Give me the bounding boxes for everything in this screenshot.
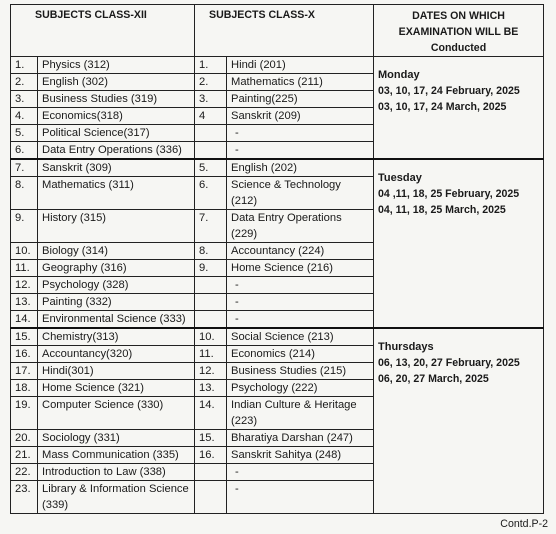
class12-subject: Chemistry(313) — [38, 328, 195, 346]
class12-number: 22. — [11, 464, 38, 481]
class10-subject: Painting(225) — [227, 91, 374, 108]
class10-number: 10. — [195, 328, 227, 346]
class10-number: 16. — [195, 447, 227, 464]
class10-subject: - — [227, 311, 374, 329]
class10-subject: Business Studies (215) — [227, 363, 374, 380]
class10-subject: Mathematics (211) — [227, 74, 374, 91]
class12-number: 12. — [11, 277, 38, 294]
class12-number: 14. — [11, 311, 38, 329]
class12-number: 7. — [11, 159, 38, 177]
class12-number: 3. — [11, 91, 38, 108]
class10-subject: Sanskrit Sahitya (248) — [227, 447, 374, 464]
march-dates: 04, 11, 18, 25 March, 2025 — [378, 204, 506, 216]
class12-subject: Economics(318) — [38, 108, 195, 125]
class10-subject: - — [227, 294, 374, 311]
class10-number: 2. — [195, 74, 227, 91]
class10-subject: Psychology (222) — [227, 380, 374, 397]
class12-subject: Hindi(301) — [38, 363, 195, 380]
class12-subject: Political Science(317) — [38, 125, 195, 142]
class10-number: 11. — [195, 346, 227, 363]
class12-number: 20. — [11, 430, 38, 447]
class10-subject: Social Science (213) — [227, 328, 374, 346]
class10-number: 4 — [195, 108, 227, 125]
exam-day: Thursdays — [378, 341, 434, 353]
class10-number — [195, 481, 227, 514]
class10-subject: Data Entry Operations (229) — [227, 210, 374, 243]
class12-number: 11. — [11, 260, 38, 277]
class10-number: 13. — [195, 380, 227, 397]
march-dates: 06, 20, 27 March, 2025 — [378, 373, 489, 385]
class12-subject: Library & Information Science (339) — [38, 481, 195, 514]
class10-number: 3. — [195, 91, 227, 108]
table-row — [11, 328, 544, 346]
class12-subject: History (315) — [38, 210, 195, 243]
class10-subject: English (202) — [227, 159, 374, 177]
class12-number: 17. — [11, 363, 38, 380]
march-dates: 03, 10, 17, 24 March, 2025 — [378, 101, 507, 113]
class12-number: 2. — [11, 74, 38, 91]
class10-number — [195, 311, 227, 329]
class10-number — [195, 125, 227, 142]
class10-number: 6. — [195, 177, 227, 210]
class10-number: 15. — [195, 430, 227, 447]
class12-number: 4. — [11, 108, 38, 125]
class10-subject: - — [227, 125, 374, 142]
class12-subject: Computer Science (330) — [38, 397, 195, 430]
class10-number — [195, 277, 227, 294]
class12-number: 8. — [11, 177, 38, 210]
class12-subject: Biology (314) — [38, 243, 195, 260]
class12-number: 10. — [11, 243, 38, 260]
exam-dates-cell — [374, 328, 544, 514]
exam-dates-cell — [374, 57, 544, 160]
class12-subject: Psychology (328) — [38, 277, 195, 294]
exam-dates-cell — [374, 159, 544, 328]
class12-number: 19. — [11, 397, 38, 430]
class10-subject: - — [227, 277, 374, 294]
class12-number: 23. — [11, 481, 38, 514]
class12-number: 5. — [11, 125, 38, 142]
class10-subject: Hindi (201) — [227, 57, 374, 74]
class10-subject: Indian Culture & Heritage (223) — [227, 397, 374, 430]
class12-subject: Environmental Science (333) — [38, 311, 195, 329]
class12-subject: Painting (332) — [38, 294, 195, 311]
class12-number: 1. — [11, 57, 38, 74]
class10-number: 9. — [195, 260, 227, 277]
class10-number: 14. — [195, 397, 227, 430]
class10-number: 8. — [195, 243, 227, 260]
class10-number — [195, 142, 227, 160]
class12-subject: Sanskrit (309) — [38, 159, 195, 177]
class12-subject: Sociology (331) — [38, 430, 195, 447]
exam-schedule-table — [10, 4, 544, 514]
february-dates: 04 ,11, 18, 25 February, 2025 — [378, 188, 520, 200]
class10-subject: - — [227, 481, 374, 514]
class12-subject: Physics (312) — [38, 57, 195, 74]
class10-subject: - — [227, 464, 374, 481]
class12-subject: Geography (316) — [38, 260, 195, 277]
header-row — [11, 5, 544, 57]
class10-subject: Accountancy (224) — [227, 243, 374, 260]
header-class-x: SUBJECTS CLASS-X — [195, 5, 374, 57]
class12-subject: English (302) — [38, 74, 195, 91]
class12-subject: Home Science (321) — [38, 380, 195, 397]
class12-number: 15. — [11, 328, 38, 346]
class12-subject: Introduction to Law (338) — [38, 464, 195, 481]
february-dates: 03, 10, 17, 24 February, 2025 — [378, 85, 520, 97]
table-row — [11, 57, 544, 74]
class10-number: 12. — [195, 363, 227, 380]
class10-number — [195, 464, 227, 481]
class10-number: 5. — [195, 159, 227, 177]
class12-subject: Mathematics (311) — [38, 177, 195, 210]
schedule-body — [11, 57, 544, 514]
class12-subject: Data Entry Operations (336) — [38, 142, 195, 160]
continued-note: Contd.P-2 — [500, 518, 548, 530]
class10-subject: Economics (214) — [227, 346, 374, 363]
class12-subject: Mass Communication (335) — [38, 447, 195, 464]
class12-subject: Accountancy(320) — [38, 346, 195, 363]
class10-subject: Science & Technology (212) — [227, 177, 374, 210]
exam-day: Tuesday — [378, 172, 422, 184]
class12-subject: Business Studies (319) — [38, 91, 195, 108]
class12-number: 16. — [11, 346, 38, 363]
class10-subject: Bharatiya Darshan (247) — [227, 430, 374, 447]
header-dates: DATES ON WHICH EXAMINATION WILL BE Conducted — [374, 5, 544, 57]
exam-day: Monday — [378, 69, 420, 81]
class10-subject: Home Science (216) — [227, 260, 374, 277]
class10-number — [195, 294, 227, 311]
class12-number: 21. — [11, 447, 38, 464]
class12-number: 6. — [11, 142, 38, 160]
class12-number: 13. — [11, 294, 38, 311]
class12-number: 18. — [11, 380, 38, 397]
class10-number: 7. — [195, 210, 227, 243]
february-dates: 06, 13, 20, 27 February, 2025 — [378, 357, 520, 369]
class10-number: 1. — [195, 57, 227, 74]
class10-subject: - — [227, 142, 374, 160]
class12-number: 9. — [11, 210, 38, 243]
class10-subject: Sanskrit (209) — [227, 108, 374, 125]
table-row — [11, 159, 544, 177]
header-class-xii: SUBJECTS CLASS-XII — [11, 5, 195, 57]
